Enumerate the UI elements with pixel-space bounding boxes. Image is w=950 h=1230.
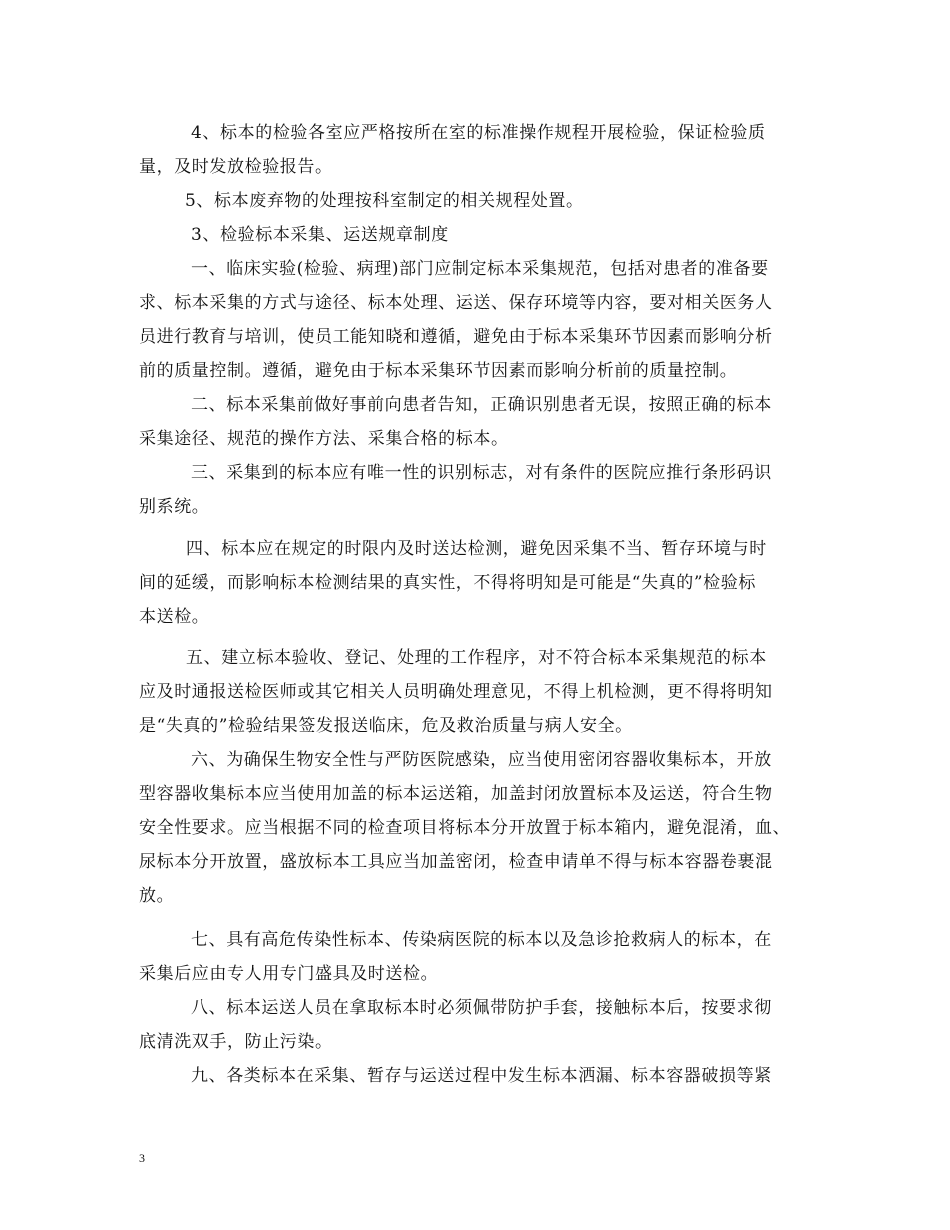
text-line: 放。 (139, 886, 175, 906)
text-line: 七、具有高危传染性标本、传染病医院的标本以及急诊抢救病人的标本，在 (191, 930, 772, 950)
text-line: 五、建立标本验收、登记、处理的工作程序，对不符合标本采集规范的标本 (186, 648, 767, 668)
page-number: 3 (139, 1151, 145, 1165)
text-line: 本送检。 (139, 607, 210, 627)
text-line: 前的质量控制。遵循，避免由于标本采集环节因素而影响分析前的质量控制。 (139, 361, 738, 381)
text-line: 求、标本采集的方式与途径、标本处理、运送、保存环境等内容，要对相关医务人 (139, 293, 773, 313)
text-line: 别系统。 (139, 497, 210, 517)
text-line: 三、采集到的标本应有唯一性的识别标志，对有条件的医院应推行条形码识 (191, 463, 772, 483)
text-line: 型容器收集标本应当使用加盖的标本运送箱，加盖封闭放置标本及运送，符合生物 (139, 784, 773, 804)
text-line: 底清洗双手，防止污染。 (139, 1032, 333, 1052)
text-line: 员进行教育与培训，使员工能知晓和遵循，避免由于标本采集环节因素而影响分析 (139, 327, 773, 347)
text-line: 3、检验标本采集、运送规章制度 (191, 225, 449, 245)
text-line: 采集后应由专人用专门盛具及时送检。 (139, 964, 439, 984)
text-line: 安全性要求。应当根据不同的检查项目将标本分开放置于标本箱内，避免混淆，血、 (139, 818, 791, 838)
text-line: 九、各类标本在采集、暂存与运送过程中发生标本洒漏、标本容器破损等紧 (191, 1066, 772, 1086)
text-line: 间的延缓，而影响标本检测结果的真实性，不得将明知是可能是“失真的”检验标 (139, 573, 756, 593)
text-line: 二、标本采集前做好事前向患者告知，正确识别患者无误，按照正确的标本 (191, 395, 772, 415)
text-line: 采集途径、规范的操作方法、采集合格的标本。 (139, 429, 509, 449)
text-line: 量，及时发放检验报告。 (139, 157, 333, 177)
text-line: 5、标本废弃物的处理按科室制定的相关规程处置。 (185, 191, 584, 211)
text-line: 八、标本运送人员在拿取标本时必须佩带防护手套，接触标本后，按要求彻 (191, 998, 772, 1018)
text-line: 尿标本分开放置，盛放标本工具应当加盖密闭，检查申请单不得与标本容器卷裹混 (139, 852, 773, 872)
text-line: 应及时通报送检医师或其它相关人员明确处理意见，不得上机检测，更不得将明知 (139, 682, 773, 702)
text-line: 4、标本的检验各室应严格按所在室的标准操作规程开展检验，保证检验质 (191, 123, 766, 143)
text-line: 一、临床实验(检验、病理)部门应制定标本采集规范，包括对患者的准备要 (191, 259, 769, 279)
text-line: 是“失真的”检验结果签发报送临床，危及救治质量与病人安全。 (139, 716, 633, 736)
text-line: 六、为确保生物安全性与严防医院感染，应当使用密闭容器收集标本，开放 (191, 750, 772, 770)
text-line: 四、标本应在规定的时限内及时送达检测，避免因采集不当、暂存环境与时 (186, 539, 767, 559)
